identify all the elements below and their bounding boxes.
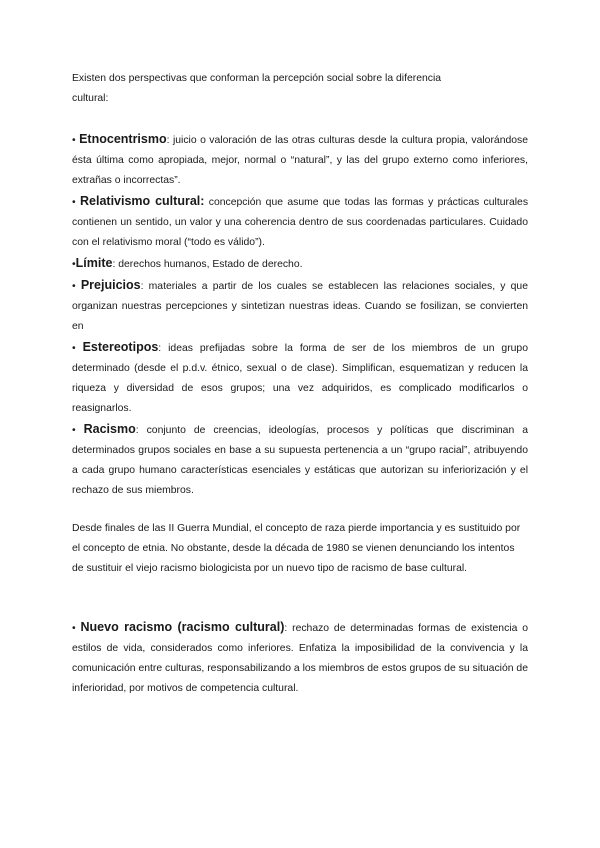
bullet: • (72, 135, 76, 146)
definition-nuevo-racismo: • Nuevo racismo (racismo cultural): rechazo de determinadas formas de existencia o estilos de vida, considerados como inferiores. Enfatiza la imposibilidad de la convivencia y la comunicación entre culturas, responsabilizando a los miembros de estos grupos de su situación de inferioridad, por motivos de competencia cultural. (72, 620, 528, 694)
definition-text: materiales a partir de los cuales se establecen las relaciones sociales, y que organizan nuestras percepciones y sintetizan nuestras ideas. Cuando se fosilizan, se convierten en (72, 281, 528, 332)
bullet: • (72, 623, 76, 634)
definition-limite: •Límite: derechos humanos, Estado de derecho. (72, 256, 303, 270)
definition-text: juicio o valoración de las otras culturas desde la cultura propia, valorándose ésta última como apropiada, mejor, normal o “natural”, y las del grupo externo como inferiores, extrañas o incorrectas”. (72, 135, 528, 186)
bullet: • (72, 425, 76, 436)
term-relativismo: Relativismo cultural: (80, 194, 205, 208)
bullet: • (72, 259, 76, 270)
term-prejuicios: Prejuicios (80, 278, 141, 292)
definition-racismo: • Racismo: conjunto de creencias, ideologías, procesos y políticas que discriminan a determinados grupos sociales en base a su supuesta pertenencia a un “grupo racial”, atribuyendo a cada grupo humano características esenciales y estáticas que autorizan su inferiorización y el rechazo de sus miembros. (72, 422, 528, 496)
intro-line-1: Existen dos perspectivas que conforman la percepción social sobre la diferencia (72, 73, 442, 84)
bullet: • (72, 197, 76, 208)
document-body (72, 69, 528, 699)
term-estereotipos: Estereotipos (82, 340, 159, 354)
definition-text: conjunto de creencias, ideologías, procesos y políticas que discriminan a determinados grupos sociales en base a su supuesta pertenencia a un “grupo racial”, atribuyendo a cada grupo humano características esenciales y estáticas que autorizan su inferiorización y el rechazo de sus miembros. (72, 425, 528, 496)
definition-text: concepción que asume que todas las formas y prácticas culturales contienen un sentido, un valor y una coherencia dentro de sus coordenadas particulares. Cuidado con el relativismo moral (“todo es válido”). (72, 197, 529, 248)
definition-text: derechos humanos, Estado de derecho. (115, 259, 303, 270)
term-etnocentrismo: Etnocentrismo (79, 132, 167, 146)
body-paragraph: Desde finales de las II Guerra Mundial, el concepto de raza pierde importancia y es sustituido por el concepto de etnia. No obstante, desde la década de 1980 se vienen denunciando los intentos de sustituir el viejo racismo biologicista por un nuevo tipo de racismo de base cultural. (72, 523, 521, 574)
term-limite: Límite (75, 256, 113, 270)
definition-text: ideas prefijadas sobre la forma de ser de los miembros de un grupo determinado (desde el p.d.v. étnico, sexual o de clase). Simplifican, esquematizan y reducen la riqueza y diversidad de esos grupos; una vez adquiridos, es complicado modificarlos o reasignarlos. (72, 343, 528, 414)
definition-etnocentrismo: • Etnocentrismo: juicio o valoración de las otras culturas desde la cultura propia, valorándose ésta última como apropiada, mejor, normal o “natural”, y las del grupo externo como inferiores, extrañas o incorrectas”. (72, 132, 528, 186)
term-racismo: Racismo (83, 422, 136, 436)
bullet: • (72, 343, 76, 354)
definition-estereotipos: • Estereotipos: ideas prefijadas sobre la forma de ser de los miembros de un grupo determinado (desde el p.d.v. étnico, sexual o de clase). Simplifican, esquematizan y reducen la riqueza y diversidad de esos grupos; una vez adquiridos, es complicado modificarlos o reasignarlos. (72, 340, 528, 414)
bullet: • (72, 281, 76, 292)
definition-text: rechazo de determinadas formas de existencia o estilos de vida, considerados como inferiores. Enfatiza la imposibilidad de la convivencia y la comunicación entre culturas, responsabilizando a los miembros de estos grupos de su situación de inferioridad, por motivos de competencia cultural. (72, 623, 528, 694)
term-nuevo-racismo: Nuevo racismo (racismo cultural) (80, 620, 285, 634)
definition-prejuicios: • Prejuicios: materiales a partir de los cuales se establecen las relaciones sociales, y que organizan nuestras percepciones y sintetizan nuestras ideas. Cuando se fosilizan, se convierten en (72, 278, 528, 332)
definition-relativismo (72, 191, 528, 253)
intro-line-2: cultural: (72, 93, 109, 104)
